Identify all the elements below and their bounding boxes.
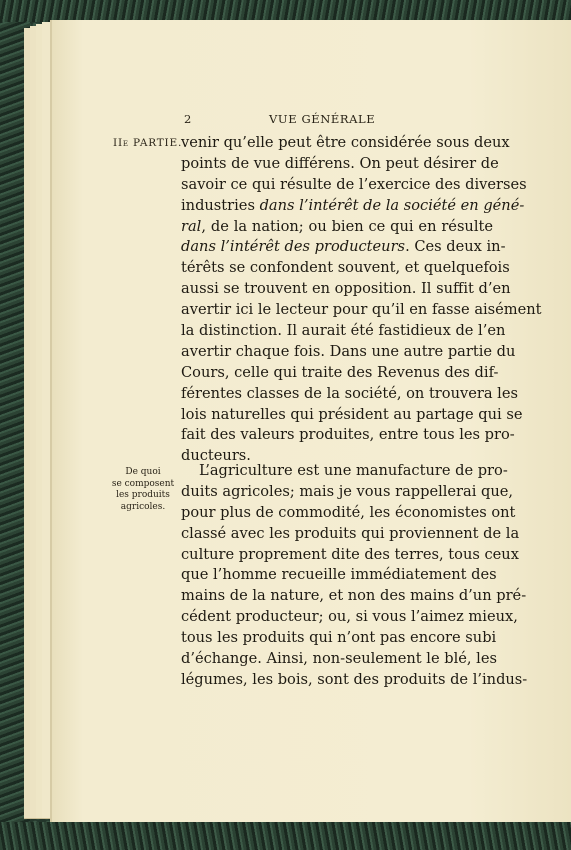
binding-board-bottom <box>0 822 571 850</box>
text-line: cédent producteur; ou, si vous l’aimez mieux, <box>181 608 518 626</box>
text-line: térêts se confondent souvent, et quelquefois <box>181 259 510 277</box>
text-line: pour plus de commodité, les économistes ont <box>181 503 516 521</box>
text-line: classé avec les produits qui proviennent de la <box>181 524 520 542</box>
part-label: IIe PARTIE. <box>113 137 183 149</box>
text-line: légumes, les bois, sont des produits de l’indus- <box>181 670 528 688</box>
text-line: lois naturelles qui président au partage qui se <box>181 405 523 423</box>
margin-note-line: les produits <box>116 490 170 500</box>
text-line: tous les produits qui n’ont pas encore subi <box>181 629 497 647</box>
text-line: ral, de la nation; ou bien ce qui en résulte <box>181 217 493 235</box>
text-line: fait des valeurs produites, entre tous les pro- <box>181 426 515 444</box>
running-title: VUE GÉNÉRALE <box>269 112 376 126</box>
text-line: dans l’intérêt des producteurs. Ces deux in- <box>181 238 506 256</box>
text-line: avertir chaque fois. Dans une autre partie du <box>181 342 516 360</box>
text-line: aussi se trouvent en opposition. Il suffit d’en <box>181 280 511 298</box>
text-line: points de vue différens. On peut désirer de <box>181 154 499 172</box>
paragraph-2 <box>181 461 528 691</box>
text-line: savoir ce qui résulte de l’exercice des diverses <box>181 175 527 193</box>
margin-note <box>110 467 176 513</box>
text-line: venir qu’elle peut être considérée sous deux <box>181 134 510 151</box>
text-line: la distinction. Il aurait été fastidieux de l’en <box>181 322 506 340</box>
text-line: avertir ici le lecteur pour qu’il en fasse aisément <box>181 301 542 319</box>
page-number: 2 <box>184 112 192 126</box>
text-line: culture proprement dite des terres, tous ceux <box>181 545 519 563</box>
text-line: que l’homme recueille immédiatement des <box>181 566 497 584</box>
text-line: d’échange. Ainsi, non-seulement le blé, les <box>181 650 497 668</box>
margin-note-line: se composent <box>111 478 175 489</box>
text-line: mains de la nature, et non des mains d’un pré- <box>181 587 527 605</box>
text-line: duits agricoles; mais je vous rappellerai que, <box>181 482 514 500</box>
binding-board-top <box>0 0 571 22</box>
paragraph-1 <box>181 133 542 467</box>
text-line: férentes classes de la société, on trouvera les <box>181 384 518 402</box>
text-line: Cours, celle qui traite des Revenus des dif- <box>181 363 499 381</box>
text-line: ducteurs. <box>181 447 251 465</box>
running-head <box>0 112 571 132</box>
text-line: industries dans l’intérêt de la société en géné- <box>181 196 525 214</box>
margin-note-line: De quoi <box>125 467 161 477</box>
margin-note-line: agricoles. <box>120 501 166 512</box>
text-line: L’agriculture est une manufacture de pro- <box>199 462 508 479</box>
